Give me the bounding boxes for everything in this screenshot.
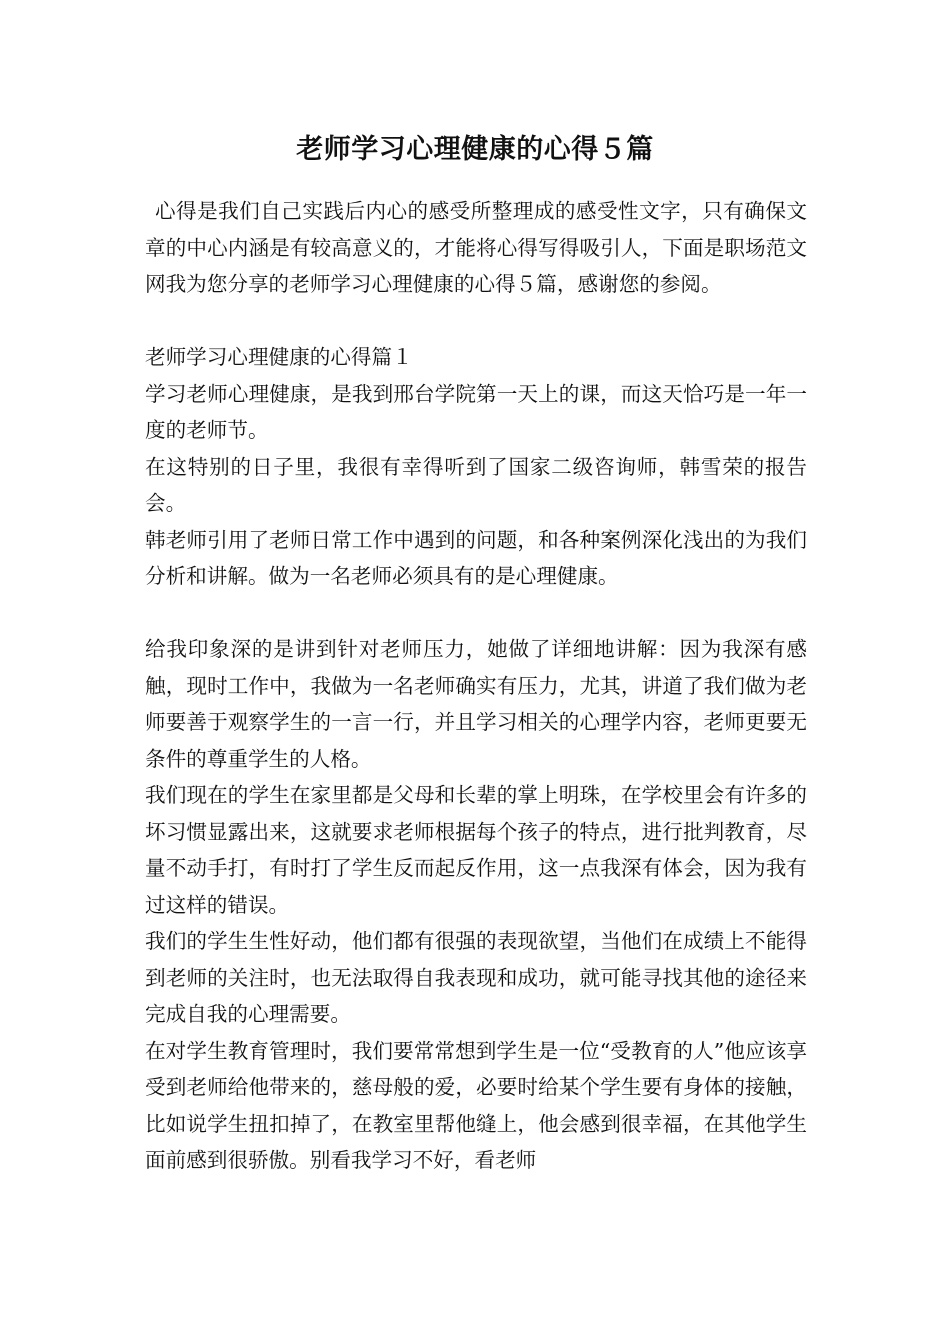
document-title: 老师学习心理健康的心得５篇 bbox=[296, 134, 654, 165]
intro-paragraph: 心得是我们自己实践后内心的感受所整理成的感受性文字，只有确保文章的中心内涵是有较高意义的，才能将心得写得吸引人，下面是职场范文网我为您分享的老师学习心理健康的心得５篇，感谢您的参阅。 bbox=[145, 199, 807, 296]
paragraph-gap bbox=[145, 595, 807, 632]
body-paragraph: 韩老师引用了老师日常工作中遇到的问题，和各种案例深化浅出的为我们分析和讲解。做为一名老师必须具有的是心理健康。 bbox=[145, 527, 807, 588]
body-paragraph: 学习老师心理健康，是我到邢台学院第一天上的课，而这天恰巧是一年一度的老师节。 bbox=[145, 381, 807, 442]
body-paragraph: 给我印象深的是讲到针对老师压力，她做了详细地讲解：因为我深有感触，现时工作中，我做为一名老师确实有压力，尤其，讲道了我们做为老师要善于观察学生的一言一行，并且学习相关的心理学内容，老师更要无条件的尊重学生的人格。 bbox=[145, 637, 807, 771]
paragraph-gap bbox=[145, 303, 807, 340]
body-paragraph: 在对学生教育管理时，我们要常常想到学生是一位“受教育的人”他应该享受到老师给他带来的，慈母般的爱，必要时给某个学生要有身体的接触，比如说学生扭扣掉了，在教室里帮他缝上，他会感到很幸福，在其他学生面前感到很骄傲。别看我学习不好，看老师 bbox=[145, 1038, 807, 1172]
body-paragraph: 在这特别的日子里，我很有幸得听到了国家二级咨询师，韩雪荣的报告会。 bbox=[145, 454, 807, 515]
body-paragraph: 我们现在的学生在家里都是父母和长辈的掌上明珠，在学校里会有许多的坏习惯显露出来，这就要求老师根据每个孩子的特点，进行批判教育，尽量不动手打，有时打了学生反而起反作用，这一点我深有体会，因为我有过这样的错误。 bbox=[145, 783, 807, 917]
section-heading: 老师学习心理健康的心得篇１ bbox=[145, 345, 413, 369]
body-paragraph: 我们的学生生性好动，他们都有很强的表现欲望，当他们在成绩上不能得到老师的关注时，也无法取得自我表现和成功，就可能寻找其他的途径来完成自我的心理需要。 bbox=[145, 929, 807, 1026]
document-body bbox=[145, 193, 807, 1179]
